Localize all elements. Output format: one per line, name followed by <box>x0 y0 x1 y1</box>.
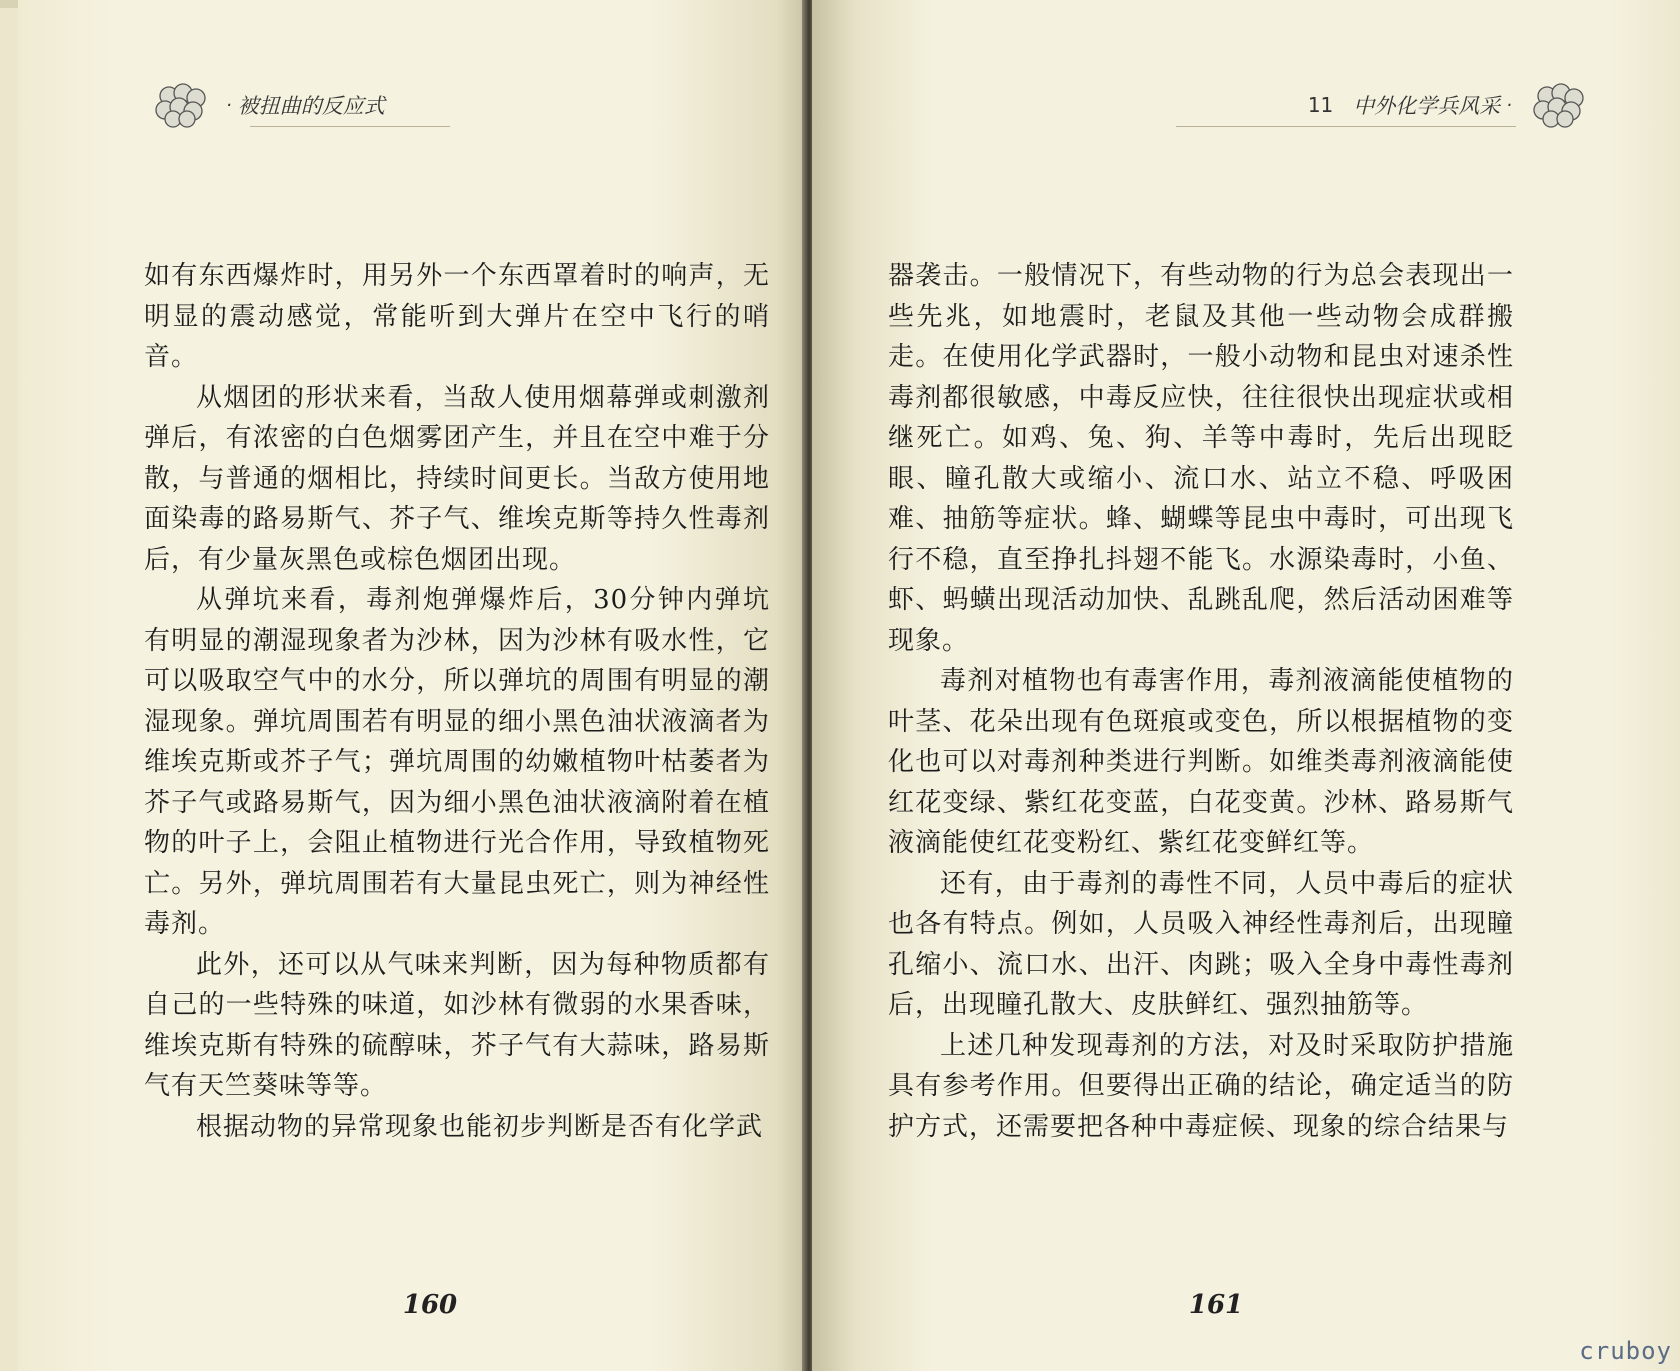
header-dot: · <box>226 94 232 116</box>
header-underline <box>250 126 450 127</box>
paragraph: 器袭击。一般情况下，有些动物的行为总会表现出一些先兆，如地震时，老鼠及其他一些动物会成群搬走。在使用化学武器时，一般小动物和昆虫对速杀性毒剂都很敏感，中毒反应快，往往很快出现症状或相继死亡。如鸡、兔、狗、羊等中毒时，先后出现眨眼、瞳孔散大或缩小、流口水、站立不稳、呼吸困难、抽筋等症状。蜂、蝴蝶等昆虫中毒时，可出现飞行不稳，直至挣扎抖翅不能飞。水源染毒时，小鱼、虾、蚂蟥出现活动加快、乱跳乱爬，然后活动困难等现象。 <box>888 261 1514 656</box>
paragraph: 还有，由于毒剂的毒性不同，人员中毒后的症状也各有特点。例如，人员吸入神经性毒剂后，出现瞳孔缩小、流口水、出汗、肉跳；吸入全身中毒性毒剂后，出现瞳孔散大、皮肤鲜红、强烈抽筋等。 <box>888 868 1514 1020</box>
right-body-text <box>888 256 1514 1147</box>
paragraph: 如有东西爆炸时，用另外一个东西罩着时的响声，无明显的震动感觉，常能听到大弹片在空中飞行的哨音。 <box>144 261 770 372</box>
chapter-title: 中外化学兵风采 <box>1353 94 1501 118</box>
header-underline <box>1176 126 1516 127</box>
left-running-header <box>154 82 385 128</box>
molecule-cluster-icon <box>1532 82 1586 128</box>
left-page <box>18 0 808 1371</box>
right-header-title-group <box>1308 90 1518 120</box>
paragraph: 根据动物的异常现象也能初步判断是否有化学武 <box>196 1111 764 1142</box>
right-page-number: 161 <box>1188 1290 1244 1320</box>
paragraph: 从弹坑来看，毒剂炮弹爆炸后，30分钟内弹坑有明显的潮湿现象者为沙林，因为沙林有吸水性，它可以吸取空气中的水分，所以弹坑的周围有明显的潮湿现象。弹坑周围若有明显的细小黑色油状液滴者为维埃克斯或芥子气；弹坑周围的幼嫩植物叶枯萎者为芥子气或路易斯气，因为细小黑色油状液滴附着在植物的叶子上，会阻止植物进行光合作用，导致植物死亡。另外，弹坑周围若有大量昆虫死亡，则为神经性毒剂。 <box>144 585 770 939</box>
paragraph: 从烟团的形状来看，当敌人使用烟幕弹或刺激剂弹后，有浓密的白色烟雾团产生，并且在空中难于分散，与普通的烟相比，持续时间更长。当敌方使用地面染毒的路易斯气、芥子气、维埃克斯等持久性毒剂后，有少量灰黑色或棕色烟团出现。 <box>144 382 770 575</box>
right-running-header <box>1308 82 1586 128</box>
chapter-number: 11 <box>1307 93 1334 117</box>
paragraph: 此外，还可以从气味来判断，因为每种物质都有自己的一些特殊的味道，如沙林有微弱的水果香味，维埃克斯有特殊的硫醇味，芥子气有大蒜味，路易斯气有天竺葵味等等。 <box>144 949 770 1101</box>
left-body-text <box>144 256 770 1147</box>
header-dot: · <box>1506 94 1512 116</box>
book-title: 被扭曲的反应式 <box>237 94 385 118</box>
paragraph: 毒剂对植物也有毒害作用，毒剂液滴能使植物的叶茎、花朵出现有色斑痕或变色，所以根据植物的变化也可以对毒剂种类进行判断。如维类毒剂液滴能使红花变绿、紫红花变蓝，白花变黄。沙林、路易斯气液滴能使红花变粉红、紫红花变鲜红等。 <box>888 666 1514 858</box>
left-page-number: 160 <box>402 1290 458 1320</box>
right-page <box>812 0 1680 1371</box>
molecule-cluster-icon <box>154 82 208 128</box>
scanner-watermark: cruboy <box>1579 1337 1672 1365</box>
left-header-title-group <box>220 90 385 120</box>
paragraph: 上述几种发现毒剂的方法，对及时采取防护措施具有参考作用。但要得出正确的结论，确定适当的防护方式，还需要把各种中毒症候、现象的综合结果与 <box>888 1030 1514 1142</box>
